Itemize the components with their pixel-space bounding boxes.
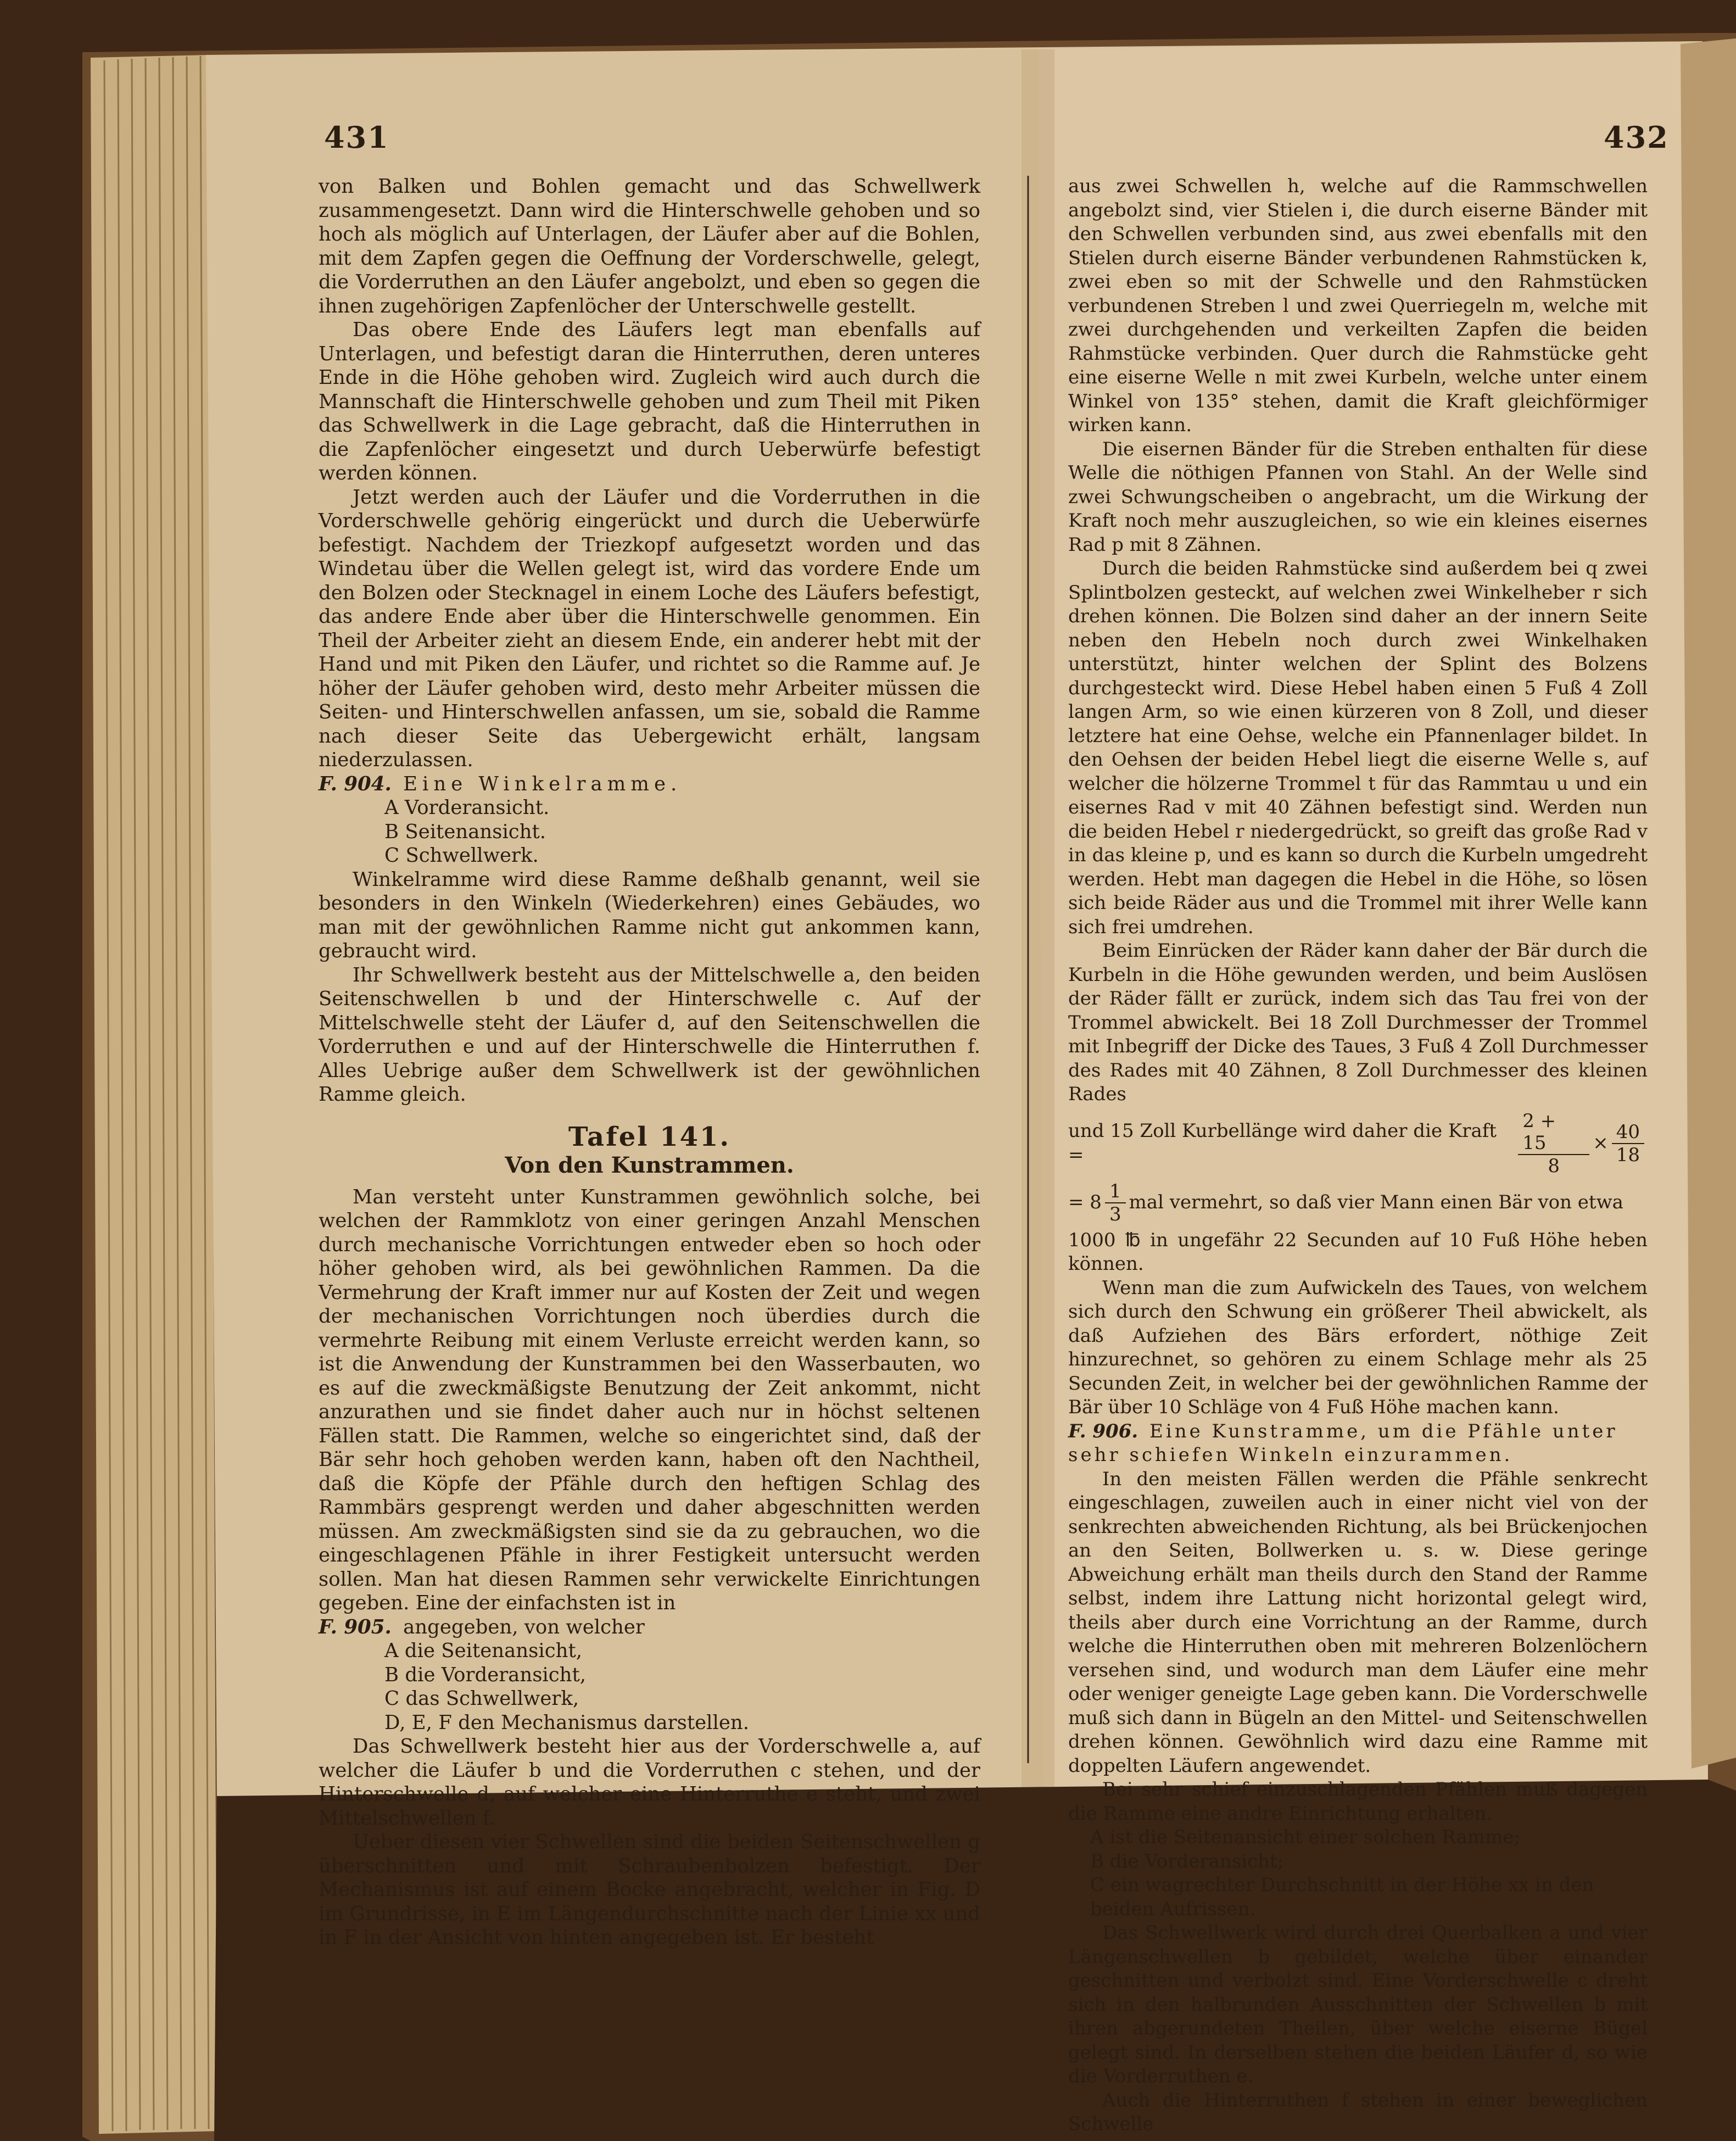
figure-title: angegeben, von welcher xyxy=(403,1615,645,1638)
figure-item: C Schwellwerk. xyxy=(384,844,539,867)
figure-label: F. 905. xyxy=(319,1615,392,1638)
gutter-shadow xyxy=(1021,49,1054,1796)
figure-label: F. 906. xyxy=(1068,1420,1138,1442)
fraction-numerator: 40 xyxy=(1612,1121,1644,1144)
figure-906-heading xyxy=(1068,1420,1648,1468)
force-formula xyxy=(1068,1110,1648,1177)
figure-item: A ist die Seitenansicht einer solchen Ramme; xyxy=(1090,1826,1520,1848)
figure-item: A die Seitenansicht, xyxy=(384,1640,583,1662)
figure-item: B Seitenansicht. xyxy=(384,820,546,843)
times-sign: × xyxy=(1593,1131,1609,1154)
figure-item: B die Vorderansicht, xyxy=(384,1663,587,1686)
paragraph: Ueber diesen vier Schwellen sind die beiden Seitenschwellen g überschnitten und mit Schraubenbolzen befestigt. Der Mechanismus ist auf einem Bocke angebracht, welcher in Fig. D im Grundrisse, in E im Längendurchschnitte nach der Linie xx und in F in der Ansicht von hinten angegeben ist. Er besteht xyxy=(319,1831,980,1949)
paragraph: Die eisernen Bänder für die Streben enthalten für diese Welle die nöthigen Pfannen von Stahl. An der Welle sind zwei Schwungscheiben o angebracht, um die Wirkung der Kraft noch mehr auszugleichen, so wie ein kleines eisernes Rad p mit 8 Zähnen. xyxy=(1068,438,1648,556)
paragraph: Jetzt werden auch der Läufer und die Vorderruthen in die Vorderschwelle gehörig eingerückt und durch die Ueberwürfe befestigt. Nachdem der Triezkopf aufgesetzt worden und das Windetau über die Wellen gelegt ist, wird das vordere Ende um den Bolzen oder Stecknagel in einem Loche des Läufers befestigt, das andere Ende aber über die Hinterschwelle genommen. Ein Theil der Arbeiter zieht an diesem Ende, ein anderer hebt mit der Hand und mit Piken den Läufer, und richtet so die Ramme auf. Je höher der Läufer gehoben wird, desto mehr Arbeiter müssen die Seiten- und Hinterschwellen anfassen, um sie, sobald die Ramme nach dieser Seite das Uebergewicht erhält, langsam niederzulassen. xyxy=(319,486,980,771)
paragraph: Durch die beiden Rahmstücke sind außerdem bei q zwei Splintbolzen gesteckt, auf welchen zwei Winkelheber r sich drehen können. Die Bolzen sind daher an der innern Seite neben den Hebeln noch durch zwei Winkelhaken unterstützt, hinter welchen der Splint des Bolzens durchgesteckt wird. Diese Hebel haben einen 5 Fuß 4 Zoll langen Arm, so wie einen kürzeren von 8 Zoll, und dieser letztere hat eine Oehse, welche ein Pfannenlager bildet. In den Oehsen der beiden Hebel liegt die eiserne Welle s, auf welcher die hölzerne Trommel t für das Rammtau u und ein eisernes Rad v mit 40 Zähnen befestigt sind. Werden nun die beiden Hebel r niedergedrückt, so greift das große Rad v in das kleine p, und es kann so durch die Kurbeln umgedreht werden. Hebt man dagegen die Hebel in die Höhe, so lösen sich beide Räder aus und die Trommel mit ihrer Welle kann sich frei umdrehen. xyxy=(1068,557,1648,938)
figure-label: F. 904. xyxy=(319,772,392,795)
paragraph: Man versteht unter Kunstrammen gewöhnlich solche, bei welchen der Rammklotz von einer geringen Anzahl Menschen durch mechanische Vorrichtungen entweder eben so hoch oder höher gehoben wird, als bei gewöhnlichen Rammen. Da die Vermehrung der Kraft immer nur auf Kosten der Zeit und wegen der mechanischen Vorrichtungen noch überdies durch die vermehrte Reibung mit einem Verluste erreicht werden kann, so ist die Anwendung der Kunstrammen bei den Wasserbauten, wo es auf die zweckmäßigste Benutzung der Zeit ankommt, nicht anzurathen und sie findet daher auch nur in höchst seltenen Fällen statt. Die Rammen, welche so eingerichtet sind, daß der Bär sehr hoch gehoben werden kann, haben oft den Nachtheil, daß die Köpfe der Pfähle durch den heftigen Schlag des Rammbärs gesprengt werden und daher abgeschnitten werden müssen. Am zweckmäßigsten sind sie da zu gebrauchen, wo die eingeschlagenen Pfähle in ihrer Festigkeit untersucht werden sollen. Man hat diesen Rammen sehr verwickelte Einrichtungen gegeben. Eine der einfachsten ist in xyxy=(319,1185,980,1614)
page-stack-edges xyxy=(91,55,217,2134)
left-page-number: 431 xyxy=(324,120,389,155)
fraction xyxy=(1518,1110,1589,1177)
paragraph: Das Schwellwerk wird durch drei Querbalken a und vier Längenschwellen b gebildet, welche über einander geschnitten und verbolzt sind. Eine Vorderschwelle c dreht sich in den halbrunden Ausschnitten der Schwellen b mit ihren abgerundeten Theilen, über welche eiserne Bügel gelegt sind. In derselben stehen die beiden Läufer d, so wie die Vorderruthen e. xyxy=(1068,1922,1648,2087)
figure-item: A Vorderansicht. xyxy=(384,796,550,819)
left-column-text xyxy=(319,175,980,1950)
figure-item: C ein wagrechter Durchschnitt in der Höhe xx in den beiden Aufrissen. xyxy=(1090,1874,1594,1920)
right-column-text xyxy=(1068,175,1648,2137)
paragraph: Das Schwellwerk besteht hier aus der Vorderschwelle a, auf welcher die Läufer b und die Vorderruthen c stehen, und der Hinterschwelle d, auf welcher eine Hinterruthe e steht, und zwei Mittelschwellen f. xyxy=(319,1735,980,1830)
figure-item: B die Vorderansicht; xyxy=(1090,1850,1284,1872)
figure-item: C das Schwellwerk, xyxy=(384,1687,579,1710)
formula-prefix: und 15 Zoll Kurbellänge wird daher die Kraft = xyxy=(1068,1120,1497,1166)
paragraph: von Balken und Bohlen gemacht und das Schwellwerk zusammengesetzt. Dann wird die Hinterschwelle gehoben und so hoch als möglich auf Unterlagen, der Läufer aber auf die Bohlen, mit dem Zapfen gegen die Oeffnung der Vorderschwelle, gelegt, die Vorderruthen an den Läufer angebolzt, und eben so gegen die ihnen zugehörigen Zapfenlöcher der Unterschwelle gestellt. xyxy=(319,175,980,317)
paragraph: Wenn man die zum Aufwickeln des Taues, von welchem sich durch den Schwung ein größerer Theil abwickelt, als daß Aufziehen des Bärs erfordert, nöthige Zeit hinzurechnet, so gehören zu einem Schlage mehr als 25 Secunden Zeit, in welcher bei der gewöhnlichen Ramme der Bär über 10 Schläge von 4 Fuß Höhe machen kann. xyxy=(1068,1276,1648,1418)
tafel-heading: Tafel 141. xyxy=(568,1121,731,1152)
paragraph: Ihr Schwellwerk besteht aus der Mittelschwelle a, den beiden Seitenschwellen b und der Hinterschwelle c. Auf der Mittelschwelle steht der Läufer d, auf den Seitenschwellen die Vorderruthen e und auf der Hinterschwelle die Hinterruthen f. Alles Uebrige außer dem Schwellwerk ist der gewöhnlichen Ramme gleich. xyxy=(319,963,980,1106)
figure-item: D, E, F den Mechanismus darstellen. xyxy=(384,1711,749,1734)
fraction-denominator: 8 xyxy=(1548,1155,1560,1177)
fraction-numerator: 1 xyxy=(1105,1180,1126,1203)
paragraph: aus zwei Schwellen h, welche auf die Rammschwellen angebolzt sind, vier Stielen i, die durch eiserne Bänder mit den Schwellen verbunden sind, aus zwei ebenfalls mit den Stielen durch eiserne Bänder verbundenen Rahmstücken k, zwei eben so mit der Schwelle und den Rahmstücken verbundenen Streben l und zwei Querriegeln m, welche mit zwei durchgehenden und verkeilten Zapfen die beiden Rahmstücke verbinden. Quer durch die Rahmstücke geht eine eiserne Welle n mit zwei Kurbeln, welche unter einem Winkel von 135° stehen, damit die Kraft gleichförmiger wirken kann. xyxy=(1068,175,1648,436)
paragraph: In den meisten Fällen werden die Pfähle senkrecht eingeschlagen, zuweilen auch in einer nicht viel von der senkrechten abweichenden Richtung, als bei Brückenjochen an den Seiten, Bollwerken u. s. w. Diese geringe Abweichung erhält man theils durch den Stand der Ramme selbst, indem ihre Lattung nicht horizontal gelegt wird, theils aber durch eine Vorrichtung an der Ramme, durch welche die Hinterruthen oben mit mehreren Bolzenlöchern versehen sind, und wodurch man dem Läufer eine mehr oder weniger geneigte Lage geben kann. Die Vorderschwelle muß sich dann in Bügeln an den Mittel- und Seitenschwellen drehen können. Gewöhnlich wird dazu eine Ramme mit doppelten Läufern angewendet. xyxy=(1068,1468,1648,1777)
paragraph: Auch die Hinterruthen f stehen in einer beweglichen Schwelle xyxy=(1068,2089,1648,2135)
fraction-denominator: 3 xyxy=(1109,1203,1121,1225)
paragraph: Bei sehr schief einzuschlagenden Pfählen muß dagegen die Ramme eine andre Einrichtung erhalten. xyxy=(1068,1778,1648,1825)
fraction xyxy=(1612,1121,1644,1166)
formula-suffix: mal vermehrt, so daß vier Mann einen Bär von etwa xyxy=(1129,1191,1623,1213)
fraction-denominator: 18 xyxy=(1616,1144,1640,1166)
fraction-numerator: 2 + 15 xyxy=(1518,1110,1589,1155)
paragraph: Das obere Ende des Läufers legt man ebenfalls auf Unterlagen, und befestigt daran die Hinterruthen, deren unteres Ende in die Höhe gehoben wird. Zugleich wird auch durch die Mannschaft die Hinterschwelle gehoben und zum Theil mit Piken das Schwellwerk in die Lage gebracht, daß die Hinterruthen in die Zapfenlöcher eingesetzt und durch Ueberwürfe befestigt werden können. xyxy=(319,319,980,484)
figure-904-heading xyxy=(319,772,980,796)
figure-905-heading xyxy=(319,1615,980,1640)
paragraph: Winkelramme wird diese Ramme deßhalb genannt, weil sie besonders in den Winkeln (Wiederkehren) eines Gebäudes, wo man mit der gewöhnlichen Ramme nicht gut ankommen kann, gebraucht wird. xyxy=(319,868,980,962)
fraction xyxy=(1105,1180,1126,1225)
force-formula-result xyxy=(1068,1180,1648,1225)
figure-title: Eine Kunstramme, um die Pfähle unter sehr schiefen Winkeln einzurammen. xyxy=(1068,1420,1618,1466)
figure-title: Eine Winkelramme. xyxy=(403,772,682,795)
paragraph: 1000 ℔ in ungefähr 22 Secunden auf 10 Fuß Höhe heben können. xyxy=(1068,1229,1648,1275)
formula-equals: = 8 xyxy=(1068,1191,1102,1213)
paragraph: Beim Einrücken der Räder kann daher der Bär durch die Kurbeln in die Höhe gewunden werden, und beim Auslösen der Räder fällt er zurück, indem sich das Tau frei von der Trommel abwickelt. Bei 18 Zoll Durchmesser der Trommel mit Inbegriff der Dicke des Taues, 3 Fuß 4 Zoll Durchmesser des Rades mit 40 Zähnen, 8 Zoll Durchmesser des kleinen Rades xyxy=(1068,940,1648,1105)
section-heading: Von den Kunstrammen. xyxy=(505,1152,794,1178)
right-page-number: 432 xyxy=(1604,120,1669,155)
